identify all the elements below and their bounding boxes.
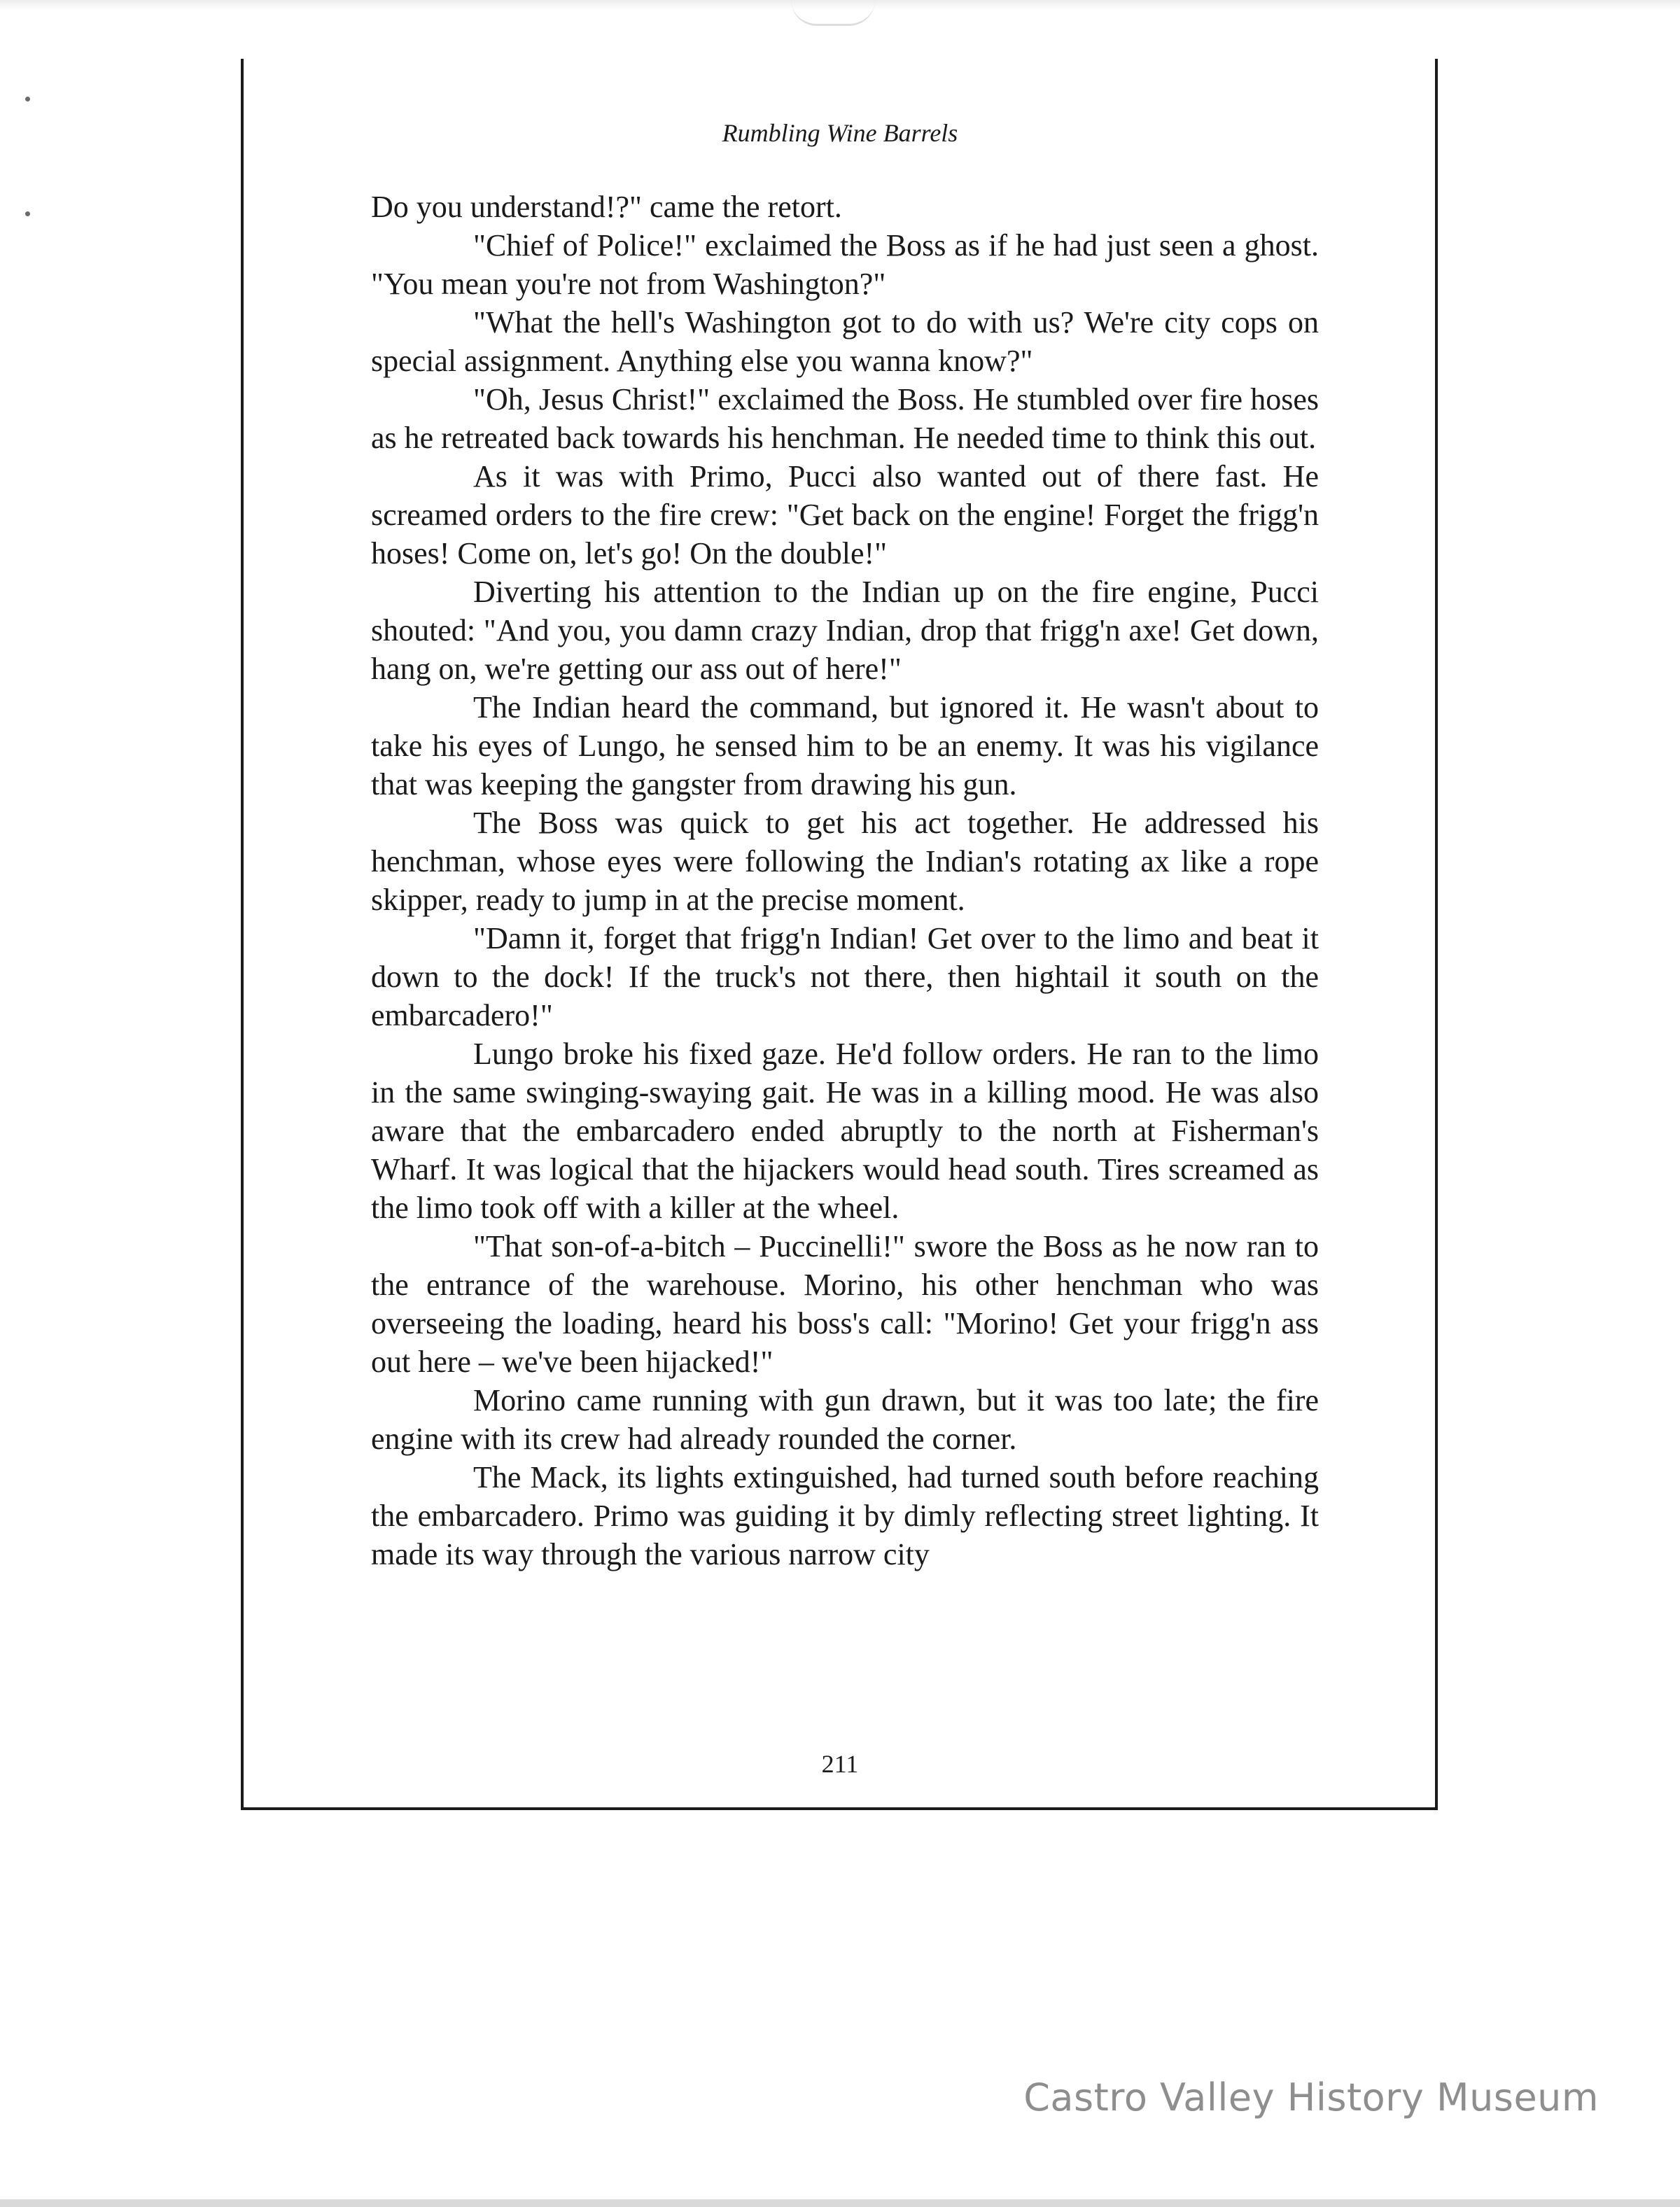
paragraph: The Mack, its lights extinguished, had turned south before reaching the embarcadero. Primo was guiding it by dimly reflecting street lighting. It made its way through the various narrow city	[371, 1460, 1319, 1571]
punch-hole-dot	[25, 211, 30, 216]
paragraph: The Indian heard the command, but ignored it. He wasn't about to take his eyes of Lungo, he sensed him to be an enemy. It was his vigilance that was keeping the gangster from drawing his gun.	[371, 690, 1319, 801]
paragraph: Lungo broke his fixed gaze. He'd follow orders. He ran to the limo in the same swinging-swaying gait. He was in a killing mood. He was also aware that the embarcadero ended abruptly to the north at Fisherman's Wharf. It was logical that the hijackers would head south. Tires screamed as the limo took off with a killer at the wheel.	[371, 1037, 1319, 1225]
running-head: Rumbling Wine Barrels	[722, 119, 958, 147]
scan-bottom-edge	[0, 2199, 1680, 2207]
paragraph: The Boss was quick to get his act together. He addressed his henchman, whose eyes were following the Indian's rotating ax like a rope skipper, ready to jump in at the precise moment.	[371, 806, 1319, 917]
paragraph: Diverting his attention to the Indian up on the fire engine, Pucci shouted: "And you, you damn crazy Indian, drop that frigg'n axe! Get down, hang on, we're getting our ass out of here!"	[371, 575, 1319, 686]
paragraph: "Damn it, forget that frigg'n Indian! Get over to the limo and beat it down to the dock! If the truck's not there, then hightail it south on the embarcadero!"	[371, 921, 1319, 1032]
museum-watermark: Castro Valley History Museum	[1023, 2075, 1599, 2120]
paragraph: "Chief of Police!" exclaimed the Boss as if he had just seen a ghost. "You mean you're not from Washington?"	[371, 228, 1319, 301]
scan-clip-mark	[791, 0, 875, 26]
paragraph: "Oh, Jesus Christ!" exclaimed the Boss. He stumbled over fire hoses as he retreated back towards his henchman. He needed time to think this out.	[371, 382, 1319, 455]
punch-hole-dot	[25, 97, 30, 101]
page-number: 211	[821, 1750, 859, 1778]
paragraph: "What the hell's Washington got to do with us? We're city cops on special assignment. Anything else you wanna know?"	[371, 305, 1319, 378]
paragraph: As it was with Primo, Pucci also wanted out of there fast. He screamed orders to the fire crew: "Get back on the engine! Forget the frigg'n hoses! Come on, let's go! On the double!"	[371, 459, 1319, 570]
paragraph: "That son-of-a-bitch – Puccinelli!" swore the Boss as he now ran to the entrance of the warehouse. Morino, his other henchman who was overseeing the loading, heard his boss's call: "Morino! Get your frigg'n ass out here – we've been hijacked!"	[371, 1229, 1319, 1379]
body-text	[371, 188, 1319, 1574]
paragraph: Do you understand!?" came the retort.	[371, 190, 842, 224]
paragraph: Morino came running with gun drawn, but it was too late; the fire engine with its crew had already rounded the corner.	[371, 1383, 1319, 1456]
